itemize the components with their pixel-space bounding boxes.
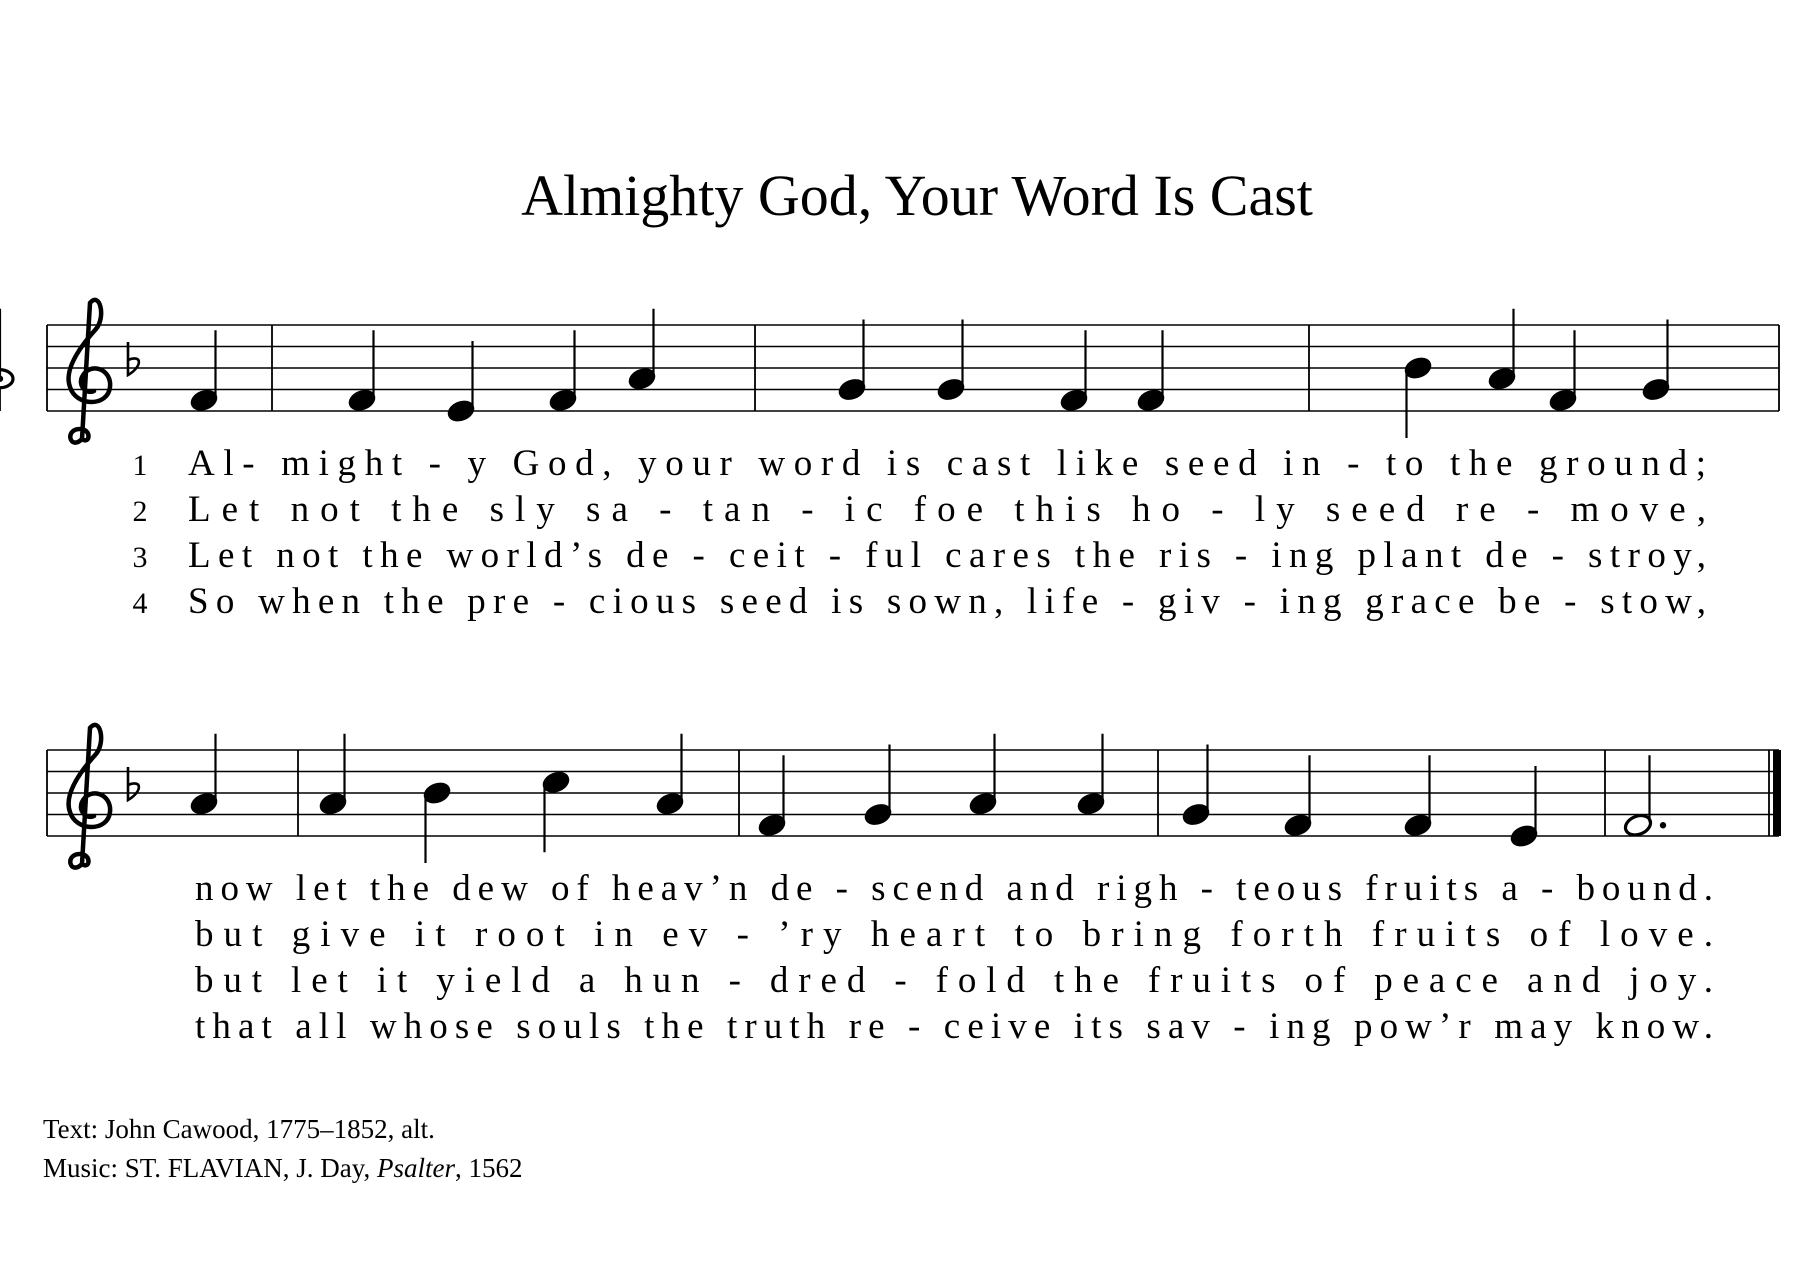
verse-number: 1 (132, 449, 148, 482)
text-credit (43, 1110, 523, 1149)
note-bb4 (422, 780, 453, 863)
hymn-credits (43, 1110, 523, 1188)
note-a4 (189, 734, 220, 817)
music-system-1 (0, 300, 1779, 622)
note-c5 (541, 769, 572, 852)
note-g4 (1641, 320, 1672, 403)
note-f4 (1136, 330, 1167, 413)
lyric-line-verse-1: now let the dew of heav’n de - scend and righ - teous fruits a - bound. (195, 868, 1714, 909)
note-g4 (1181, 745, 1212, 828)
music-credit-year: , 1562 (455, 1153, 523, 1183)
note-g4 (837, 320, 868, 403)
text-credit-author: John Cawood, 1775–1852, alt. (104, 1114, 435, 1144)
text-credit-label: Text: (43, 1114, 99, 1144)
verse-number: 3 (132, 541, 148, 574)
treble-clef-icon (69, 725, 111, 868)
note-g4 (863, 745, 894, 828)
note-a4 (655, 734, 686, 817)
note-f4 (1403, 755, 1434, 838)
final-barline-thick (1773, 750, 1781, 836)
verse-number: 2 (132, 495, 148, 528)
note-f4 (1059, 330, 1090, 413)
note-a4 (318, 734, 349, 817)
note-a4 (627, 309, 658, 392)
lyric-line-verse-3: Let not the world’s de - ceit - ful cares the ris - ing plant de - stroy, (188, 535, 1706, 576)
music-credit-label: Music: (43, 1153, 119, 1183)
note-f4 (189, 330, 220, 413)
lyric-line-verse-2: Let not the sly sa - tan - ic foe this ho - ly seed re - move, (188, 489, 1706, 530)
note-e4 (446, 341, 477, 424)
note-f4 (548, 330, 579, 413)
treble-clef-icon (69, 300, 111, 443)
hymn-title: Almighty God, Your Word Is Cast (521, 163, 1313, 228)
lyric-line-verse-4: So when the pre - cious seed is sown, life - giv - ing grace be - stow, (188, 581, 1707, 622)
music-credit-tune: ST. FLAVIAN, J. Day, (124, 1153, 371, 1183)
note-a4 (968, 734, 999, 817)
lyric-line-verse-1: Al- might - y God, your word is cast like seed in - to the ground; (188, 443, 1706, 484)
note-f4 (1623, 755, 1667, 838)
note-f4 (1283, 755, 1314, 838)
music-credit-source: Psalter (377, 1153, 456, 1183)
note-a4 (1076, 734, 1107, 817)
music-system-2 (47, 725, 1781, 1047)
note-f4 (347, 330, 378, 413)
note-f4 (1548, 330, 1579, 413)
verse-number: 4 (132, 587, 148, 620)
lyric-line-verse-2: but give it root in ev - ’ry heart to bring forth fruits of love. (195, 914, 1713, 955)
music-credit (43, 1149, 523, 1188)
note-a4 (0, 309, 13, 388)
note-a4 (1487, 309, 1518, 392)
note-g4 (936, 320, 967, 403)
note-e4 (1509, 766, 1540, 849)
note-f4 (757, 755, 788, 838)
lyric-line-verse-3: but let it yield a hun - dred - fold the fruits of peace and joy. (195, 960, 1713, 1001)
note-bb4 (1403, 355, 1434, 438)
lyric-line-verse-4: that all whose souls the truth re - ceive its sav - ing pow’r may know. (195, 1006, 1713, 1047)
